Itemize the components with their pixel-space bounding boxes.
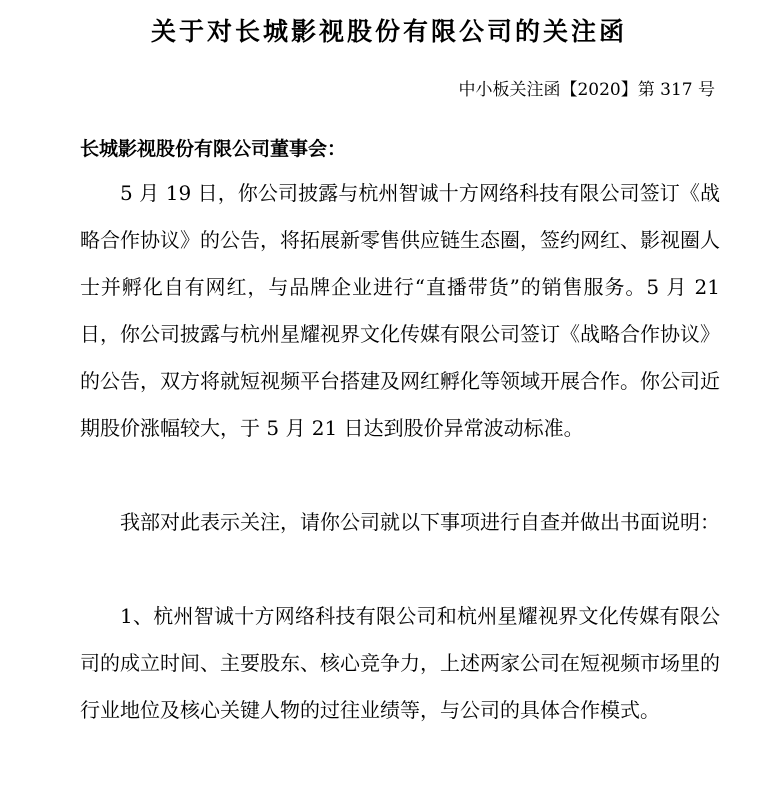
document-number: 中小板关注函【2020】第 317 号 xyxy=(458,80,715,100)
document-title: 关于对长城影视股份有限公司的关注函 xyxy=(150,17,627,46)
body-paragraph: 我部对此表示关注，请你公司就以下事项进行自查并做出书面说明： xyxy=(120,510,720,534)
addressee: 长城影视股份有限公司董事会： xyxy=(80,138,347,160)
body-paragraph: 1、杭州智诚十方网络科技有限公司和杭州星耀视界文化传媒有限公司的成立时间、主要股东、核心竞争力，上述两家公司在短视频市场里的行业地位及核心关键人物的过往业绩等，与公司的具体合作模式。 xyxy=(80,604,720,722)
body-paragraph: 5 月 19 日，你公司披露与杭州智诚十方网络科技有限公司签订《战略合作协议》的公告，将拓展新零售供应链生态圈，签约网红、影视圈人士并孵化自有网红，与品牌企业进行“直播带货”的销售服务。5 月 21 日，你公司披露与杭州星耀视界文化传媒有限公司签订《战略合作协议》的公告，双方将就短视频平台搭建及网红孵化等领域开展合作。你公司近期股价涨幅较大，于 5 月 21 日达到股价异常波动标准。 xyxy=(80,181,720,440)
